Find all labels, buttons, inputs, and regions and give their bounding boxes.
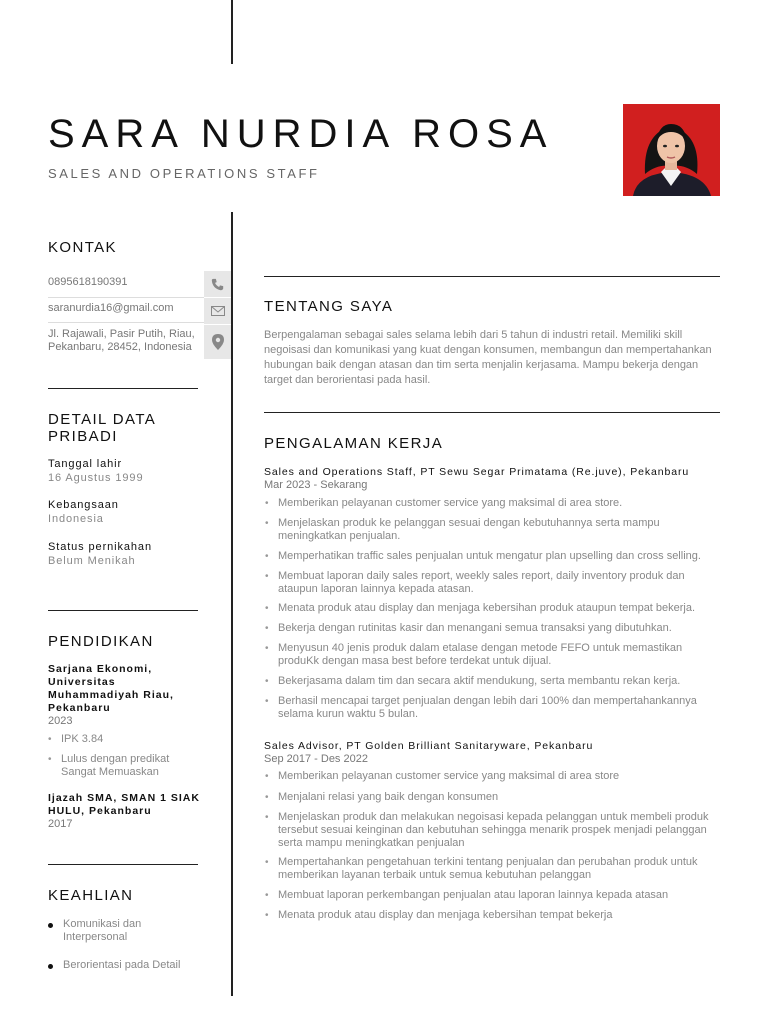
candidate-name: SARA NURDIA ROSA [48, 112, 554, 156]
skills-heading: KEAHLIAN [48, 887, 134, 904]
job-bullet: • Menjalani relasi yang baik dengan konsumen [265, 791, 499, 803]
education-bullet: • IPK 3.84 [48, 733, 104, 745]
job-bullet: • Membuat laporan daily sales report, weekly sales report, daily inventory produk dan ataupun laporan lainnya kepada atasan. [265, 570, 685, 595]
marital-status-value: Belum Menikah [48, 555, 136, 567]
personal-heading-line1: DETAIL DATA [48, 411, 157, 428]
job-bullet: • Menjelaskan produk dan melakukan negoisasi kepada pelanggan untuk membeli produk tersebut sesuai keinginan dan kebutuhan sehingga menarik prospek menjadi pelanggan serta mampu meningkatkan penjualan [265, 811, 709, 849]
about-text: Berpengalaman sebagai sales selama lebih dari 5 tahun di industri retail. Memiliki skill negoisasi dan komunikasi yang kuat dengan konsumen, membangun dan mempertahankan hubungan baik dengan atasan dan tim serta menjalin kerjasama. Mampu bekerja dengan target dan berorientasi pada hasil. [264, 329, 712, 386]
job-dates: Sep 2017 - Des 2022 [264, 753, 368, 765]
job-title: Sales Advisor, PT Golden Brilliant Sanitaryware, Pekanbaru [264, 740, 594, 752]
contact-separator [48, 297, 204, 298]
degree-line: Sarjana Ekonomi, [48, 663, 153, 675]
phone-icon [204, 271, 231, 297]
location-pin-icon [204, 325, 231, 359]
degree-line: Pekanbaru [48, 702, 111, 714]
top-divider-line [231, 0, 233, 64]
education-heading: PENDIDIKAN [48, 633, 154, 650]
job-bullet: • Menyusun 40 jenis produk dalam etalase dengan metode FEFO untuk memastikan produKk dengan masa best before terdekat untuk dijual. [265, 642, 683, 667]
job-bullet: • Memperhatikan traffic sales penjualan untuk mengatur plan upselling dan cross selling. [265, 550, 701, 562]
contact-heading: KONTAK [48, 239, 117, 256]
job-bullet: • Bekerja dengan rutinitas kasir dan menangani semua transaksi yang dibutuhkan. [265, 622, 672, 634]
candidate-title: SALES AND OPERATIONS STAFF [48, 166, 320, 181]
personal-heading-line2: PRIBADI [48, 428, 118, 445]
marital-status-label: Status pernikahan [48, 541, 152, 553]
skill-item: Komunikasi dan Interpersonal [63, 918, 142, 943]
job-bullet: • Bekerjasama dalam tim dan secara aktif mendukung, serta membantu rekan kerja. [265, 675, 681, 687]
section-divider [264, 276, 720, 277]
job-dates: Mar 2023 - Sekarang [264, 479, 368, 491]
degree-line: Universitas [48, 676, 116, 688]
about-heading: TENTANG SAYA [264, 298, 394, 315]
skill-bullet-dot [48, 923, 53, 928]
nationality-label: Kebangsaan [48, 499, 119, 511]
highschool-line: Ijazah SMA, SMAN 1 SIAK [48, 792, 200, 804]
experience-heading: PENGALAMAN KERJA [264, 435, 444, 452]
education-bullet: • Lulus dengan predikat Sangat Memuaskan [48, 753, 170, 778]
contact-address-line1: Jl. Rajawali, Pasir Putih, Riau, [48, 328, 195, 340]
nationality-value: Indonesia [48, 513, 104, 525]
skill-item: Berorientasi pada Detail [63, 959, 181, 971]
section-divider [48, 864, 198, 865]
section-divider [48, 610, 198, 611]
job-bullet: • Berhasil mencapai target penjualan dengan lebih dari 100% dan mempertahankannya selama kurun waktu 5 bulan. [265, 695, 697, 720]
job-bullet: • Menjelaskan produk ke pelanggan sesuai dengan kebutuhannya serta mampu meningkatkan penjualan. [265, 517, 660, 542]
profile-photo [623, 104, 720, 196]
job-bullet: • Memberikan pelayanan customer service yang maksimal di area store [265, 770, 620, 782]
birthdate-label: Tanggal lahir [48, 458, 123, 470]
highschool-year: 2017 [48, 818, 73, 830]
job-bullet: • Menata produk atau display dan menjaga kebersihan tempat bekerja [265, 909, 613, 921]
column-divider-line [231, 212, 233, 996]
contact-email[interactable]: saranurdia16@gmail.com [48, 302, 174, 314]
job-bullet: • Membuat laporan perkembangan penjualan atau laporan lainnya kepada atasan [265, 889, 669, 901]
contact-phone[interactable]: 0895618190391 [48, 276, 128, 288]
degree-line: Muhammadiyah Riau, [48, 689, 174, 701]
birthdate-value: 16 Agustus 1999 [48, 472, 144, 484]
contact-address-line2: Pekanbaru, 28452, Indonesia [48, 341, 192, 353]
mail-icon [204, 298, 231, 324]
job-bullet: • Memberikan pelayanan customer service yang maksimal di area store. [265, 497, 623, 509]
job-bullet: • Menata produk atau display dan menjaga kebersihan produk ataupun tempat bekerja. [265, 602, 696, 614]
job-title: Sales and Operations Staff, PT Sewu Segar Primatama (Re.juve), Pekanbaru [264, 466, 690, 478]
highschool-line: HULU, Pekanbaru [48, 805, 152, 817]
job-bullet: • Mempertahankan pengetahuan terkini tentang penjualan dan perubahan produk untuk memberikan layanan terbaik untuk semua kebutuhan pelanggan [265, 856, 698, 881]
degree-year: 2023 [48, 715, 73, 727]
contact-separator [48, 322, 204, 323]
section-divider [264, 412, 720, 413]
skill-bullet-dot [48, 964, 53, 969]
section-divider [48, 388, 198, 389]
